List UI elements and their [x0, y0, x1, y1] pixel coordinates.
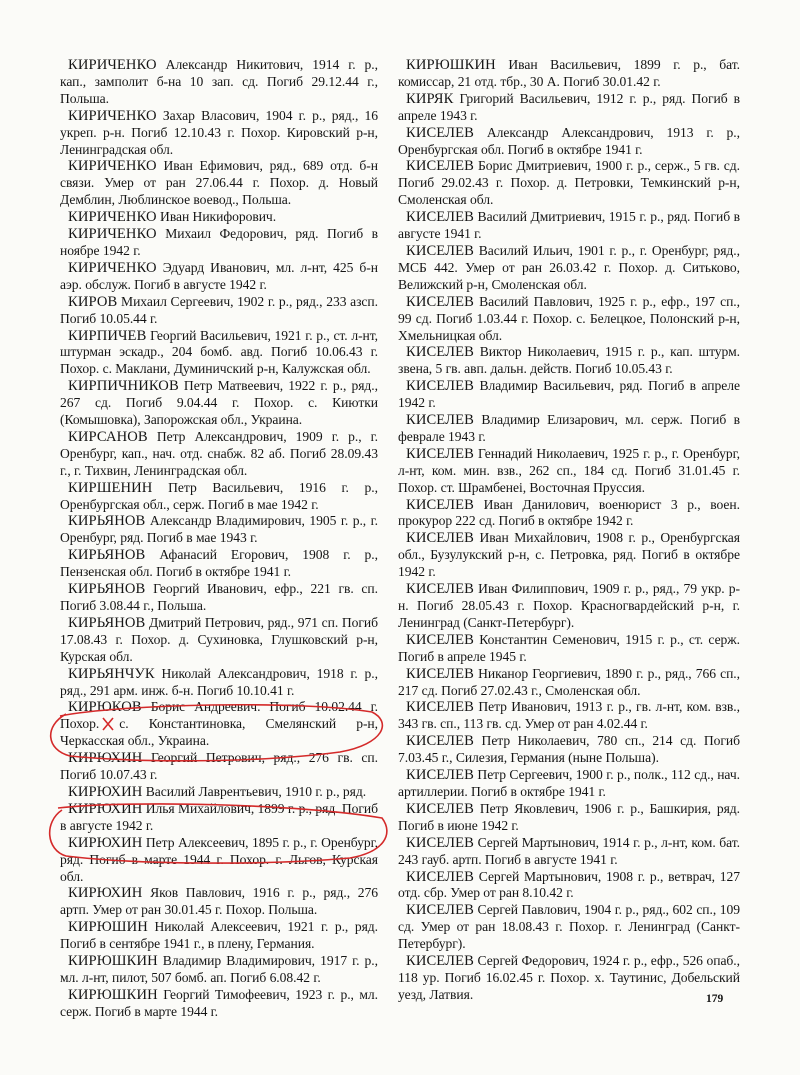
entry-text: Георгий Петрович, ряд., 276 гв. сп. Погиб 10.07.43 г. [60, 750, 378, 783]
entry [398, 125, 740, 159]
entry-text: Петр Васильевич, 1916 г. р., Оренбургская обл., серж. Погиб в мае 1942 г. [60, 479, 378, 512]
entry [398, 632, 740, 666]
entry-text: Илья Михайлович, 1899 г. р., ряд. Погиб в августе 1942 г. [60, 800, 379, 833]
entry [398, 699, 740, 733]
entry-surname: КИРПИЧНИКОВ [68, 378, 179, 395]
entry-surname: КИРЮШКИН [406, 57, 496, 73]
entry [398, 446, 740, 497]
entry-surname: КИРЬЯНЧУК [68, 665, 155, 682]
entry-surname: КИРЯК [406, 90, 454, 107]
entry-surname: КИРЬЯНОВ [68, 614, 146, 631]
entry-surname: КИРЮШКИН [68, 986, 158, 1003]
entry-text: Борис Дмитриевич, 1900 г. р., серж., 5 гв. сд. Погиб 29.02.43 г. Похор. д. Петровки, Темкинский р-н, Смоленская обл. [398, 158, 740, 208]
entry-text: Георгий Иванович, ефр., 221 гв. сп. Погиб 3.08.44 г., Польша. [60, 581, 378, 613]
entry-text: Константин Семенович, 1915 г. р., ст. серж. Погиб в апреле 1945 г. [398, 631, 740, 664]
entry-surname: КИСЕЛЕВ [406, 158, 474, 175]
entry-text: Александр Никитович, 1914 г. р., кап., замполит б-на 10 зап. сд. Погиб 29.12.44 г., Польша. [60, 57, 378, 106]
entry [60, 801, 378, 835]
entry-text: Сергей Мартынович, 1908 г. р., ветврач, 127 отд. сбр. Умер от ран 8.10.42 г. [398, 868, 740, 901]
entry [60, 699, 378, 750]
entry-surname: КИРЮШКИН [68, 953, 158, 970]
entry [398, 530, 740, 581]
entry-surname: КИРСАНОВ [68, 428, 148, 445]
entry-surname: КИРЬЯНОВ [68, 547, 146, 564]
entry [398, 869, 740, 903]
entry [60, 378, 378, 429]
entry-surname: КИСЕЛЕВ [406, 733, 474, 750]
entry-surname: КИРШЕНИН [68, 479, 153, 496]
entry-text: Дмитрий Петрович, ряд., 971 сп. Погиб 17.08.43 г. Похор. д. Сухиновка, Глушковский р-н, Курская обл. [60, 614, 378, 664]
page-number: 179 [706, 993, 724, 1005]
entry-text: Григорий Васильевич, 1912 г. р., ряд. Погиб в апреле 1943 г. [398, 90, 740, 123]
entry-text: Василий Дмитриевич, 1915 г. р., ряд. Погиб в августе 1941 г. [398, 209, 740, 242]
entry [60, 987, 378, 1021]
entry-surname: КИСЕЛЕВ [406, 631, 474, 648]
entry [60, 666, 378, 700]
entry [398, 91, 740, 125]
entry-surname: КИРЮХИН [68, 783, 143, 800]
entry-text: Иван Филиппович, 1909 г. р., ряд., 79 укр. р-н. Погиб 28.05.43 г. Похор. Красногвардейский р-н, г. Ленинград (Санкт-Петербург). [398, 581, 740, 630]
entry-surname: КИСЕЛЕВ [406, 800, 474, 817]
entry-surname: КИРЬЯНОВ [68, 513, 146, 530]
entry-text: Сергей Мартынович, 1914 г. р., л-нт, ком. бат. 243 гауб. артп. Погиб в августе 1941 г. [398, 834, 741, 867]
entry-surname: КИСЕЛЕВ [406, 378, 474, 395]
entry-surname: КИРИЧЕНКО [68, 259, 157, 276]
entry-text: Василий Ильич, 1901 г. р., г. Оренбург, ряд., МСБ 442. Умер от ран 26.03.42 г. Похор. д. Ситьково, Велижский р-н, Смоленская обл. [398, 242, 740, 292]
entry [398, 733, 740, 767]
entry [60, 480, 378, 514]
entry-text: Петр Сергеевич, 1900 г. р., полк., 112 сд., нач. артиллерии. Погиб в октябре 1941 г. [398, 767, 740, 799]
entry-surname: КИСЕЛЕВ [406, 293, 474, 310]
entry-text: Иван Никифорович. [160, 209, 277, 225]
entry [60, 328, 378, 379]
entry-text: Иван Михайлович, 1908 г. р., Оренбургская обл., Бузулукский р-н, с. Петровка, ряд. Погиб в октябре 1942 г. [398, 530, 740, 580]
entry-text: Эдуард Иванович, мл. л-нт, 425 б-н аэр. обслуж. Погиб в августе 1942 г. [60, 259, 378, 292]
entry-surname: КИРЮХИН [68, 834, 143, 851]
entry-text: Сергей Федорович, 1924 г. р., ефр., 526 опаб., 118 ур. Погиб 16.02.45 г. Похор. х. Таутинис, Добельский уезд, Латвия. [398, 953, 740, 1002]
entry [60, 57, 378, 108]
entry-text: Иван Ефимович, ряд., 689 отд. б-н связи. Умер от ран 27.06.44 г. Похор. д. Новый Демблин, Люблинское воевод., Польша. [60, 158, 378, 208]
entry-surname: КИРЮХИН [68, 800, 143, 817]
entry-text: Николай Алексеевич, 1921 г. р., ряд. Погиб в сентябре 1941 г., в плену, Германия. [60, 919, 378, 952]
entry-surname: КИРОВ [68, 293, 118, 310]
entry [60, 919, 378, 953]
entry-text: Георгий Тимофеевич, 1923 г. р., мл. серж. Погиб в марте 1944 г. [60, 986, 378, 1019]
entry-text: Александр Владимирович, 1905 г. р., г. Оренбург, ряд. Погиб в мае 1943 г. [60, 513, 378, 546]
entry [398, 497, 740, 531]
entry-surname: КИСЕЛЕВ [406, 496, 474, 513]
entry [60, 108, 378, 159]
entry-surname: КИРЮХИН [68, 750, 143, 767]
entry [398, 902, 740, 953]
entry-surname: КИРИЧЕНКО [68, 226, 157, 243]
entry [60, 158, 378, 209]
entry [60, 226, 378, 260]
entry-surname: КИСЕЛЕВ [406, 699, 474, 716]
entry-text: Яков Павлович, 1916 г. р., ряд., 276 артп. Умер от ран 30.01.45 г. Похор. Польша. [60, 885, 378, 918]
entry [60, 513, 378, 547]
entry-surname: КИСЕЛЕВ [406, 242, 474, 259]
entry-text: Георгий Васильевич, 1921 г. р., ст. л-нт, штурман эскадр., 204 бомб. авд. Погиб 10.06.43 г. Похор. с. Маклани, Думиничский р-н, Калужская обл. [60, 327, 378, 377]
right-column [398, 57, 740, 1004]
entry-text: Сергей Павлович, 1904 г. р., ряд., 602 сп., 109 сд. Умер от ран 18.08.43 г. Похор. г. Ленинград (Санкт-Петербург). [398, 902, 740, 952]
entry-surname: КИСЕЛЕВ [406, 868, 474, 885]
entry [60, 615, 378, 666]
entry [398, 412, 740, 446]
entry-text: Владимир Елизарович, мл. серж. Погиб в феврале 1943 г. [398, 412, 740, 444]
entry-surname: КИСЕЛЕВ [406, 665, 474, 682]
entry-surname: КИСЕЛЕВ [406, 344, 474, 361]
entry [398, 294, 740, 345]
entry-surname: КИСЕЛЕВ [406, 834, 474, 851]
entry-text: Афанасий Егорович, 1908 г. р., Пензенская обл. Погиб в октябре 1941 г. [60, 547, 378, 580]
entry-text: Иван Васильевич, 1899 г. р., бат. комиссар, 21 отд. тбр., 30 А. Погиб 30.01.42 г. [398, 57, 740, 89]
entry [398, 801, 740, 835]
entry [398, 158, 740, 209]
entry [60, 429, 378, 480]
entry [60, 209, 378, 226]
entry-surname: КИРИЧЕНКО [68, 107, 157, 124]
entry [398, 767, 740, 801]
entry-surname: КИРПИЧЕВ [68, 327, 147, 344]
entry-text: Петр Яковлевич, 1906 г. р., Башкирия, ряд. Погиб в июне 1942 г. [398, 800, 740, 833]
entry [398, 953, 740, 1004]
entry-surname: КИРИЧЕНКО [68, 209, 157, 226]
entry-text: Владимир Владимирович, 1917 г. р., мл. л-нт, пилот, 507 бомб. ап. Погиб 6.08.42 г. [60, 953, 378, 985]
entry [60, 750, 378, 784]
entry [60, 835, 378, 886]
entry-surname: КИСЕЛЕВ [406, 581, 474, 598]
entry-surname: КИРЬЯНОВ [68, 581, 146, 598]
entry [60, 547, 378, 581]
entry-text: Михаил Сергеевич, 1902 г. р., ряд., 233 азсп. Погиб 10.05.44 г. [60, 293, 378, 326]
entry-text: Никанор Георгиевич, 1890 г. р., ряд., 766 сп., 217 сд. Погиб 27.02.43 г., Смоленская обл. [398, 665, 740, 698]
entry-text: Геннадий Николаевич, 1925 г. р., г. Оренбург, л-нт, ком. мин. взв., 262 сп., 184 сд. Погиб 31.01.45 г. Похор. ст. Шрамбенei, Восточная Пруссия. [398, 445, 740, 495]
entry-text: Виктор Николаевич, 1915 г. р., кап. штурм. звена, 5 гв. авп. дальн. действ. Погиб 10.05.43 г. [398, 344, 740, 377]
entry [398, 378, 740, 412]
entry-text: Захар Власович, 1904 г. р., ряд., 16 укреп. р-н. Погиб 12.10.43 г. Похор. Кировский р-н, Ленинградская обл. [60, 107, 378, 157]
entry-text: Александр Александрович, 1913 г. р., Оренбургская обл. Погиб в октябре 1941 г. [398, 124, 740, 157]
entry [398, 835, 740, 869]
entry-text: Василий Лаврентьевич, 1910 г. р., ряд. [145, 783, 367, 799]
entry [60, 953, 378, 987]
entry-text: Петр Иванович, 1913 г. р., гв. л-нт, ком. взв., 343 гв. сп., 113 гв. сд. Умер от ран 4.02.44 г. [398, 699, 740, 732]
entry [398, 344, 740, 378]
entry-text: Петр Матвеевич, 1922 г. р., ряд., 267 сд. Погиб 9.04.44 г. Похор. с. Киютки (Комышовка), Запорожская обл., Украина. [60, 378, 378, 428]
entry [398, 666, 740, 700]
entry-text: Владимир Васильевич, ряд. Погиб в апреле 1942 г. [398, 378, 740, 411]
entry-surname: КИСЕЛЕВ [406, 953, 474, 970]
entry-surname: КИРЮКОВ [68, 699, 142, 716]
entry-surname: КИСЕЛЕВ [406, 445, 474, 462]
entry [398, 581, 740, 632]
entry-text: Николай Александрович, 1918 г. р., ряд., 291 арм. инж. б-н. Погиб 10.10.41 г. [60, 665, 378, 698]
entry-surname: КИРЮШИН [68, 919, 148, 936]
entry [60, 885, 378, 919]
entry-surname: КИСЕЛЕВ [406, 902, 474, 919]
entry-text: Петр Николаевич, 780 сп., 214 сд. Погиб 7.03.45 г., Силезия, Германия (ныне Польша). [398, 733, 740, 766]
entry-surname: КИРИЧЕНКО [68, 57, 157, 73]
entry [60, 784, 378, 801]
entry-surname: КИСЕЛЕВ [406, 124, 474, 141]
entry [60, 260, 378, 294]
entry-surname: КИСЕЛЕВ [406, 530, 474, 547]
entry-text: Василий Павлович, 1925 г. р., ефр., 197 сп., 99 сд. Погиб 1.03.44 г. Похор. с. Белецкое, Полонский р-н, Хмельницкая обл. [398, 293, 740, 343]
entry-text: Михаил Федорович, ряд. Погиб в ноябре 1942 г. [60, 226, 378, 258]
entry-text: Борис Андреевич. Погиб 10.02.44 г. Похор. с. Константиновка, Смелянский р-н, Черкасская обл., Украина. [60, 699, 378, 749]
entry [398, 209, 740, 243]
entry [60, 581, 378, 615]
entry [398, 57, 740, 91]
entry-text: Иван Данилович, военюрист 3 р., воен. прокурор 222 сд. Погиб в октябре 1942 г. [398, 496, 740, 529]
entry-surname: КИСЕЛЕВ [406, 767, 474, 784]
entry-surname: КИРИЧЕНКО [68, 158, 157, 175]
entry-surname: КИСЕЛЕВ [406, 412, 474, 429]
entry [398, 243, 740, 294]
left-column [60, 57, 378, 1021]
entry-surname: КИСЕЛЕВ [406, 209, 474, 226]
entry-text: Петр Алексеевич, 1895 г. р., г. Оренбург, ряд. Погиб в марте 1944 г. Похор. г. Льгов, Курская обл. [60, 834, 378, 884]
entry-surname: КИРЮХИН [68, 885, 143, 902]
entry-text: Петр Александрович, 1909 г. р., г. Оренбург, кап., нач. отд. снабж. 82 аб. Погиб 28.09.43 г., г. Тихвин, Ленинградская обл. [60, 428, 378, 478]
entry [60, 294, 378, 328]
